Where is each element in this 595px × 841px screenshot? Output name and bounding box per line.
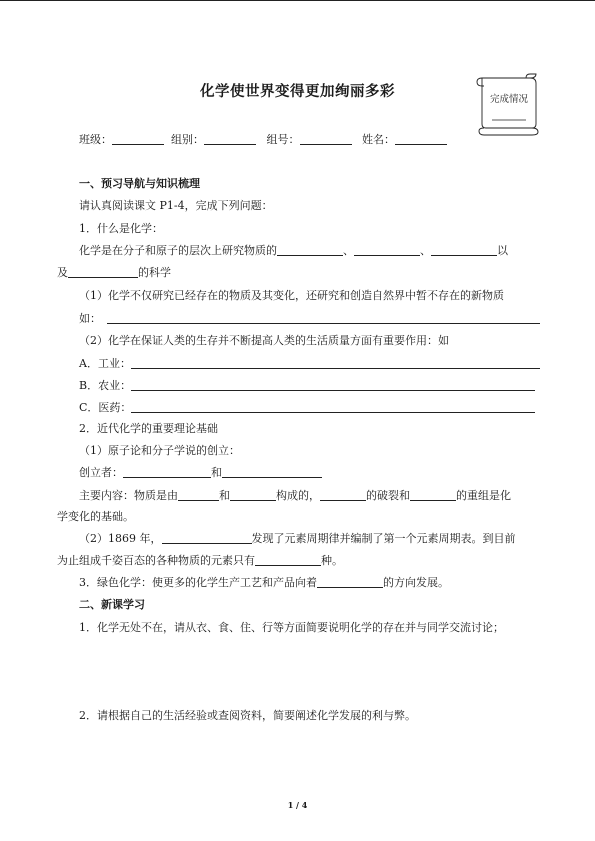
q1-blank-3[interactable]	[431, 244, 497, 256]
q1-definition-line	[79, 244, 508, 258]
q2-point2-b: 发现了元素周期律并编制了第一个元素周期表。到目前	[251, 532, 516, 545]
q2-point2-blank-1[interactable]	[162, 532, 252, 544]
q1-point1-answer-line[interactable]	[107, 323, 540, 324]
q2-content-end: 学变化的基础。	[57, 510, 134, 523]
page-top-border	[0, 0, 595, 1]
student-info-row	[79, 133, 447, 147]
q1-industry-answer-line[interactable]	[131, 368, 540, 369]
section2-q1: 1．化学无处不在，请从衣、食、住、行等方面简要说明化学的存在并与同学交流讨论；	[79, 621, 504, 634]
section2-heading: 二、新课学习	[79, 598, 145, 611]
q1-sep-2: 、	[420, 244, 431, 257]
group-no-blank[interactable]	[300, 133, 352, 145]
section1-heading: 一、预习导航与知识梳理	[79, 177, 200, 190]
q1-point2: （2）化学在保证人类的生存并不断提高人类的生活质量方面有重要作用：如	[79, 334, 449, 347]
page-number: 1 / 4	[287, 800, 308, 810]
q1-medicine-answer-line[interactable]	[131, 412, 535, 413]
q2-point1: （1）原子论和分子学说的创立：	[79, 444, 240, 457]
q2-founder-blank-1[interactable]	[123, 466, 211, 478]
q2-content-c: 构成的，	[276, 489, 320, 502]
q1-point1: （1）化学不仅研究已经存在的物质及其变化，还研究和创造自然界中暂不存在的新物质	[79, 289, 504, 302]
q3-text-a: 3．绿色化学：使更多的化学生产工艺和产品向着	[79, 576, 317, 589]
section2-q2: 2．请根据自己的生活经验或查阅资料，简要阐述化学发展的利与弊。	[79, 709, 416, 722]
q3-blank[interactable]	[317, 576, 383, 588]
q1-point1-ru: 如：	[79, 312, 101, 325]
q1-agriculture-label: B．农业：	[79, 379, 132, 392]
q1-def-yi: 以	[497, 244, 508, 257]
q1-def-ji: 及	[57, 266, 68, 279]
q2-content-blank-4[interactable]	[410, 489, 456, 501]
group-no-label: 组号：	[266, 133, 300, 146]
q1-def-end: 的科学	[138, 266, 171, 279]
q2-founders-label: 创立者：	[79, 466, 123, 479]
q2-content-blank-2[interactable]	[230, 489, 276, 501]
q1-blank-4[interactable]	[68, 266, 138, 278]
q2-point2-blank-2[interactable]	[255, 554, 321, 566]
q2-founders-line	[79, 466, 322, 480]
q1-medicine-label: C．医药：	[79, 401, 132, 414]
q2-title: 2．近代化学的重要理论基础	[79, 422, 218, 435]
q2-point2-c: 为止组成千姿百态的各种物质的元素只有	[57, 554, 255, 567]
q2-point2-d: 种。	[321, 554, 343, 567]
section1-intro: 请认真阅读课文 P1-4，完成下列问题：	[79, 199, 273, 212]
q2-content-b: 和	[219, 489, 230, 502]
q1-blank-1[interactable]	[277, 244, 343, 256]
q1-sep-1: 、	[343, 244, 354, 257]
name-blank[interactable]	[395, 133, 447, 145]
q2-point2-a: （2）1869 年，	[79, 532, 162, 545]
name-label: 姓名：	[362, 133, 395, 146]
q2-point2-line-2	[57, 554, 343, 568]
q1-agriculture-answer-line[interactable]	[131, 390, 535, 391]
q1-definition-line-2	[57, 266, 171, 280]
class-blank[interactable]	[112, 133, 164, 145]
q2-founder-blank-2[interactable]	[222, 466, 322, 478]
q2-founders-and: 和	[211, 466, 222, 479]
q1-blank-2[interactable]	[354, 244, 420, 256]
completion-status-label: 完成情况	[489, 94, 528, 105]
q2-point2-line	[79, 532, 516, 546]
q1-def-text: 化学是在分子和原子的层次上研究物质的	[79, 244, 277, 257]
q2-content-blank-1[interactable]	[178, 489, 219, 501]
q2-content-blank-3[interactable]	[320, 489, 366, 501]
worksheet-title: 化学使世界变得更加绚丽多彩	[200, 84, 395, 100]
q1-industry-label: A．工业：	[79, 357, 131, 370]
class-label: 班级：	[79, 133, 112, 146]
q2-content-d: 的破裂和	[366, 489, 410, 502]
q3-text-b: 的方向发展。	[383, 576, 449, 589]
q2-content-a: 主要内容：物质是由	[79, 489, 178, 502]
group-blank[interactable]	[204, 133, 256, 145]
q2-content-e: 的重组是化	[456, 489, 511, 502]
q2-content-line	[79, 489, 511, 503]
q3-line	[79, 576, 449, 590]
q1-title: 1．什么是化学：	[79, 222, 163, 235]
group-label: 组别：	[171, 133, 204, 146]
